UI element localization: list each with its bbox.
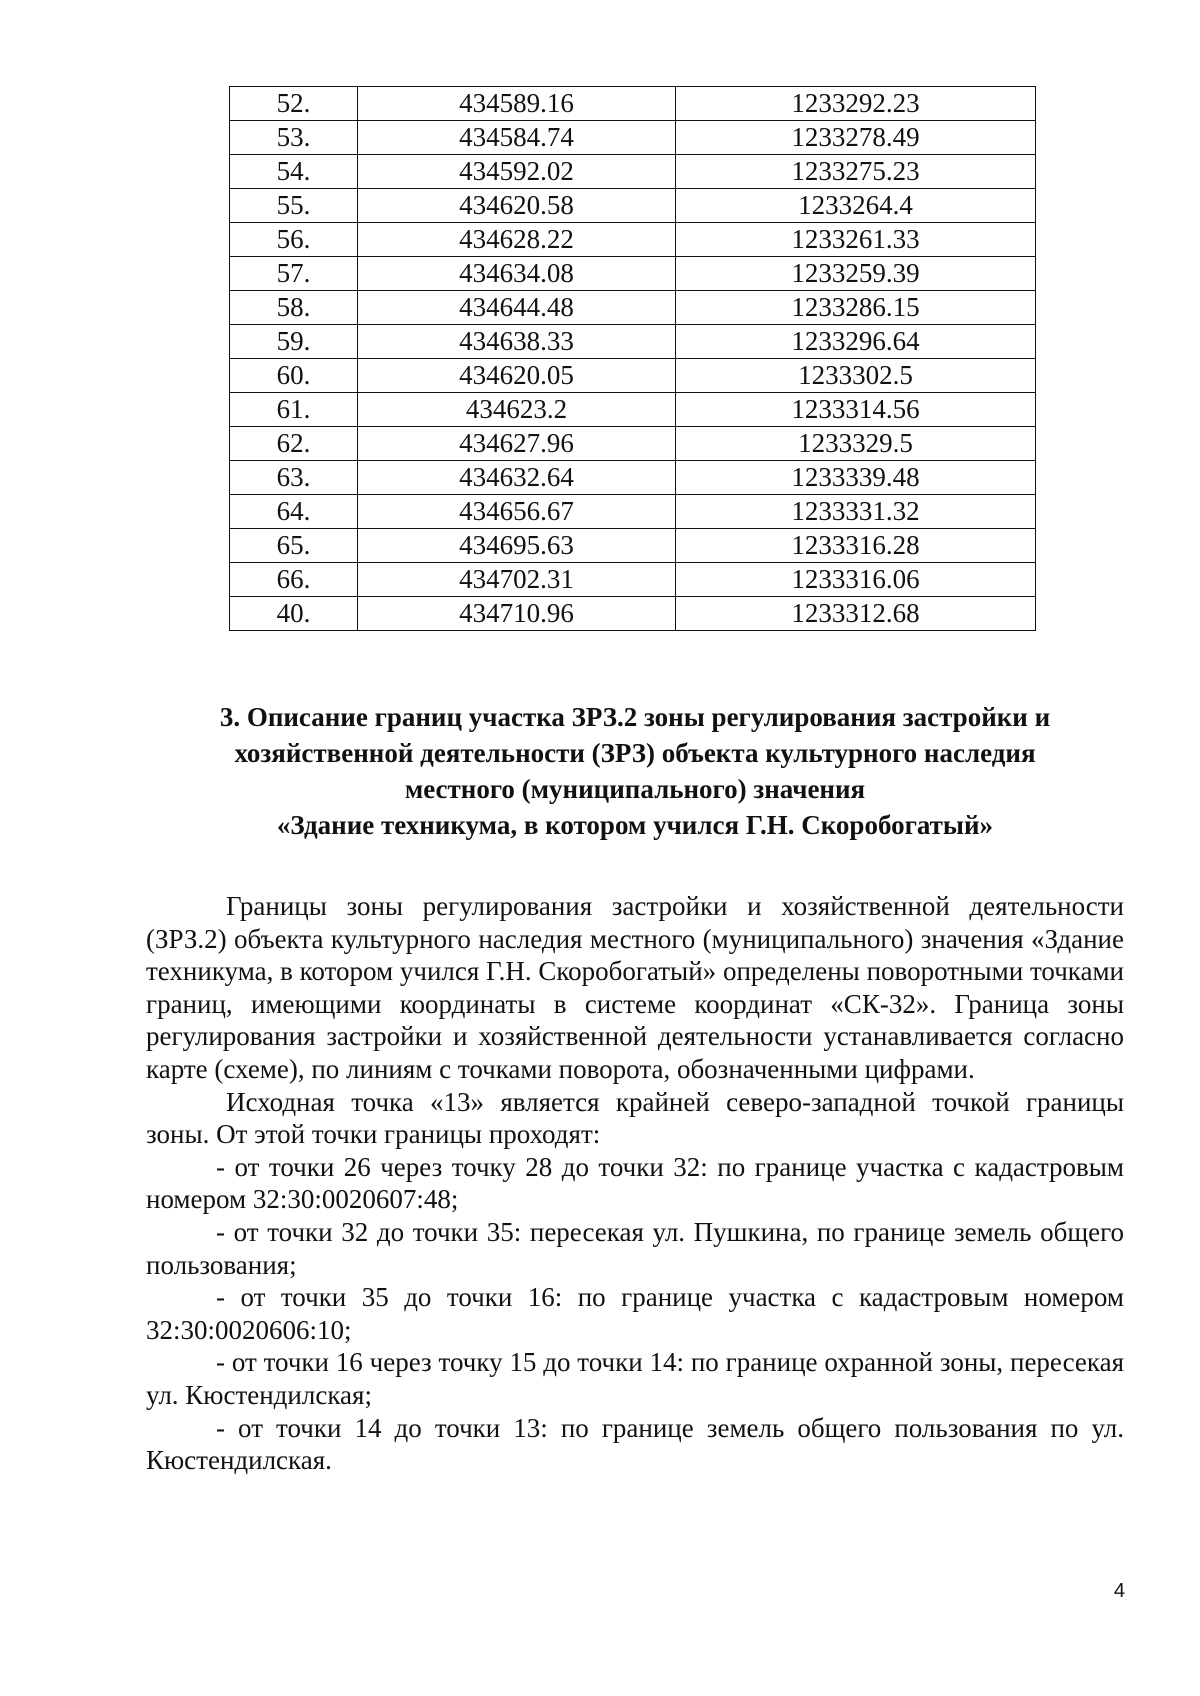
body-text — [146, 890, 1124, 1477]
y-coordinate-cell: 1233312.68 — [676, 597, 1036, 631]
point-number-cell: 66. — [230, 563, 358, 597]
table-row — [230, 461, 1036, 495]
point-number-cell: 65. — [230, 529, 358, 563]
point-number-cell: 63. — [230, 461, 358, 495]
table-row — [230, 393, 1036, 427]
x-coordinate-cell: 434695.63 — [358, 529, 676, 563]
coordinates-table-body — [230, 87, 1036, 631]
x-coordinate-cell: 434620.58 — [358, 189, 676, 223]
point-number-cell: 40. — [230, 597, 358, 631]
section-title — [150, 699, 1120, 843]
point-number-cell: 56. — [230, 223, 358, 257]
y-coordinate-cell: 1233302.5 — [676, 359, 1036, 393]
x-coordinate-cell: 434634.08 — [358, 257, 676, 291]
point-number-cell: 60. — [230, 359, 358, 393]
x-coordinate-cell: 434584.74 — [358, 121, 676, 155]
section-title-line: «Здание техникума, в котором учился Г.Н. Скоробогатый» — [276, 810, 994, 840]
x-coordinate-cell: 434644.48 — [358, 291, 676, 325]
table-row — [230, 597, 1036, 631]
y-coordinate-cell: 1233339.48 — [676, 461, 1036, 495]
y-coordinate-cell: 1233286.15 — [676, 291, 1036, 325]
table-row — [230, 427, 1036, 461]
x-coordinate-cell: 434627.96 — [358, 427, 676, 461]
x-coordinate-cell: 434589.16 — [358, 87, 676, 121]
section-title-line: хозяйственной деятельности (ЗРЗ) объекта культурного наследия — [234, 738, 1036, 768]
y-coordinate-cell: 1233278.49 — [676, 121, 1036, 155]
y-coordinate-cell: 1233296.64 — [676, 325, 1036, 359]
section-title-line: 3. Описание границ участка ЗРЗ.2 зоны регулирования застройки и — [219, 702, 1051, 732]
y-coordinate-cell: 1233264.4 — [676, 189, 1036, 223]
table-row — [230, 257, 1036, 291]
y-coordinate-cell: 1233292.23 — [676, 87, 1036, 121]
x-coordinate-cell: 434638.33 — [358, 325, 676, 359]
y-coordinate-cell: 1233329.5 — [676, 427, 1036, 461]
table-row — [230, 325, 1036, 359]
point-number-cell: 54. — [230, 155, 358, 189]
table-row — [230, 291, 1036, 325]
paragraph: Границы зоны регулирования застройки и хозяйственной деятельности (ЗРЗ.2) объекта культурного наследия местного (муниципального) значения «Здание техникума, в котором учился Г.Н. Скоробогатый» определены поворотными точками границ, имеющими координаты в системе координат «СК-32». Граница зоны регулирования застройки и хозяйственной деятельности устанавливается согласно карте (схеме), по линиям с точками поворота, обозначенными цифрами. — [146, 891, 1124, 1084]
x-coordinate-cell: 434710.96 — [358, 597, 676, 631]
y-coordinate-cell: 1233316.28 — [676, 529, 1036, 563]
table-row — [230, 87, 1036, 121]
y-coordinate-cell: 1233275.23 — [676, 155, 1036, 189]
page-number: 4 — [1113, 1580, 1125, 1602]
table-row — [230, 155, 1036, 189]
y-coordinate-cell: 1233316.06 — [676, 563, 1036, 597]
x-coordinate-cell: 434632.64 — [358, 461, 676, 495]
x-coordinate-cell: 434623.2 — [358, 393, 676, 427]
table-row — [230, 359, 1036, 393]
list-item: - от точки 26 через точку 28 до точки 32: по границе участка с кадастровым номером 32:30:0020607:48; — [146, 1151, 1124, 1215]
y-coordinate-cell: 1233259.39 — [676, 257, 1036, 291]
x-coordinate-cell: 434656.67 — [358, 495, 676, 529]
y-coordinate-cell: 1233314.56 — [676, 393, 1036, 427]
list-item: - от точки 32 до точки 35: пересекая ул. Пушкина, по границе земель общего пользования; — [146, 1216, 1124, 1280]
table-row — [230, 223, 1036, 257]
point-number-cell: 55. — [230, 189, 358, 223]
table-row — [230, 121, 1036, 155]
x-coordinate-cell: 434620.05 — [358, 359, 676, 393]
table-row — [230, 189, 1036, 223]
point-number-cell: 61. — [230, 393, 358, 427]
point-number-cell: 64. — [230, 495, 358, 529]
point-number-cell: 57. — [230, 257, 358, 291]
list-item: - от точки 14 до точки 13: по границе земель общего пользования по ул. Кюстендилская. — [146, 1412, 1124, 1476]
point-number-cell: 59. — [230, 325, 358, 359]
x-coordinate-cell: 434628.22 — [358, 223, 676, 257]
section-title-line: местного (муниципального) значения — [404, 774, 866, 804]
table-row — [230, 529, 1036, 563]
y-coordinate-cell: 1233261.33 — [676, 223, 1036, 257]
point-number-cell: 62. — [230, 427, 358, 461]
coordinates-table — [229, 86, 1036, 631]
point-number-cell: 58. — [230, 291, 358, 325]
x-coordinate-cell: 434592.02 — [358, 155, 676, 189]
point-number-cell: 53. — [230, 121, 358, 155]
x-coordinate-cell: 434702.31 — [358, 563, 676, 597]
point-number-cell: 52. — [230, 87, 358, 121]
table-row — [230, 563, 1036, 597]
y-coordinate-cell: 1233331.32 — [676, 495, 1036, 529]
table-row — [230, 495, 1036, 529]
list-item: - от точки 35 до точки 16: по границе участка с кадастровым номером 32:30:0020606:10; — [146, 1282, 1124, 1345]
paragraph: Исходная точка «13» является крайней северо-западной точкой границы зоны. От этой точки границы проходят: — [146, 1086, 1124, 1150]
list-item: - от точки 16 через точку 15 до точки 14: по границе охранной зоны, пересекая ул. Кюстендилская; — [146, 1347, 1124, 1410]
